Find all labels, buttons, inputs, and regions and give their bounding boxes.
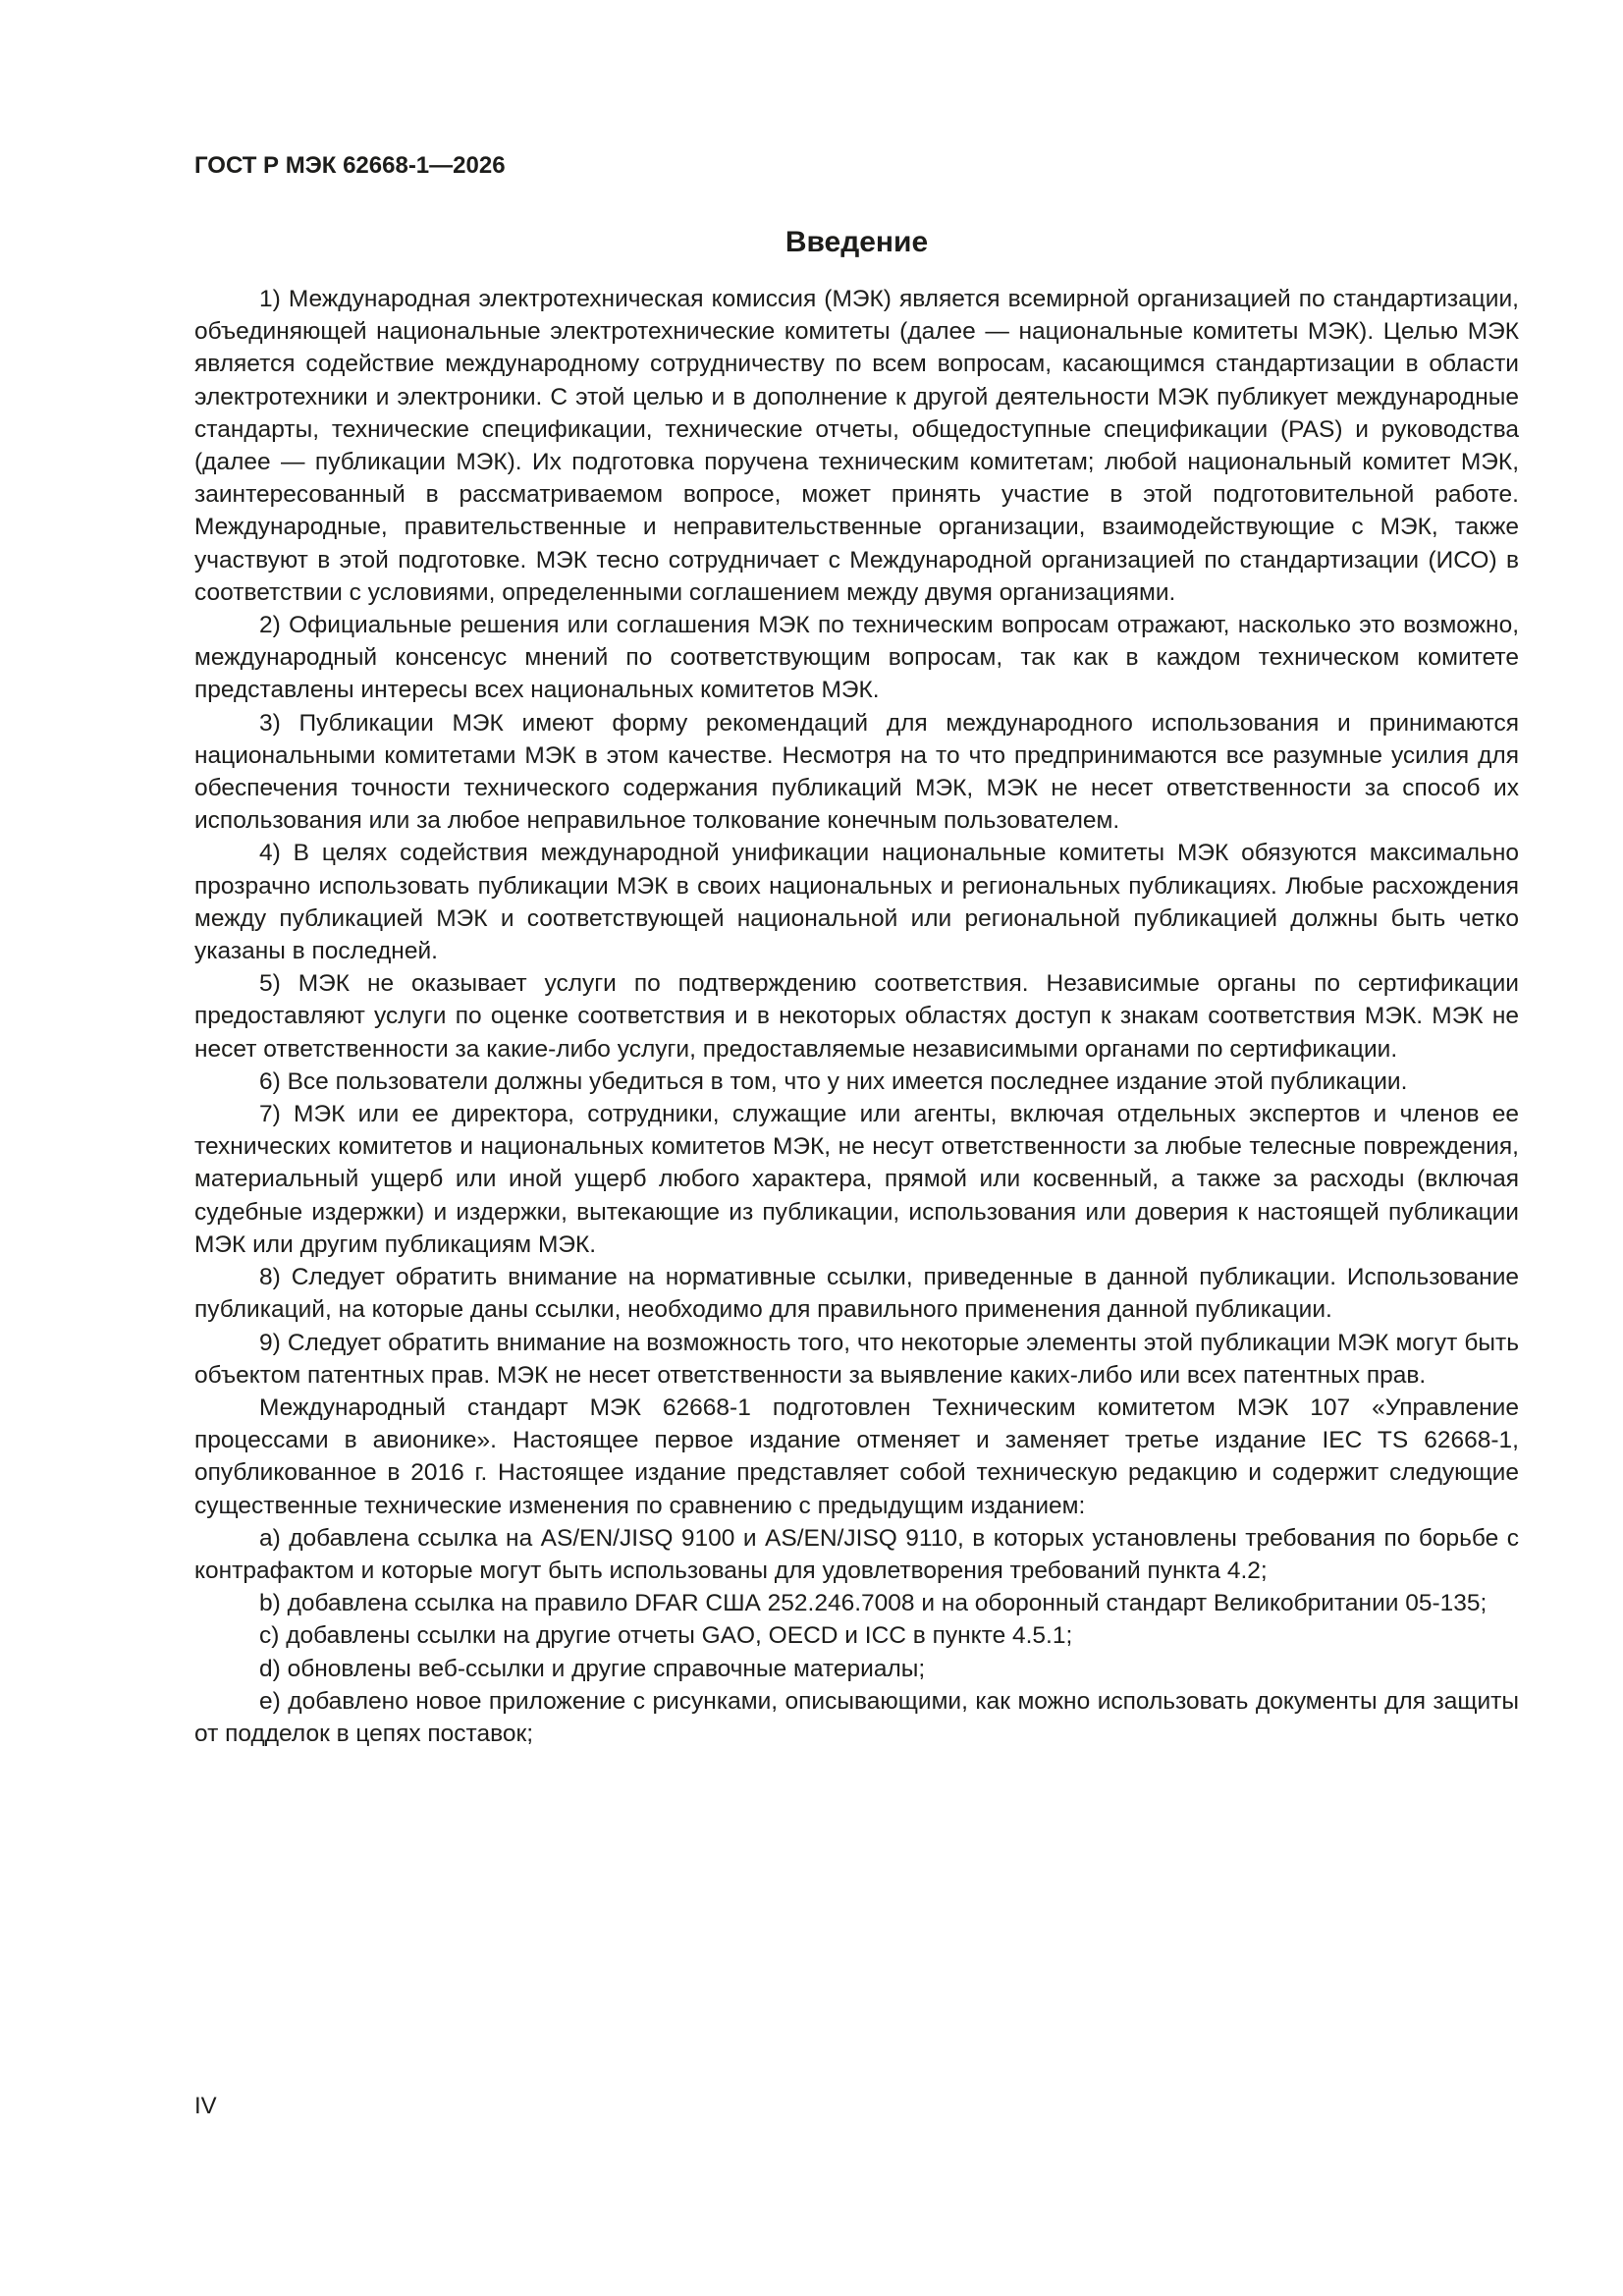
paragraph-item-2: 2) Официальные решения или соглашения МЭК по техническим вопросам отражают, насколько это возможно, международный консенсус мнений по соответствующим вопросам, так как в каждом техническом комитете представлены интересы всех национальных комитетов МЭК. <box>194 612 1519 704</box>
paragraph-standard-info: Международный стандарт МЭК 62668-1 подготовлен Техническим комитетом МЭК 107 «Управление процессами в авионике». Настоящее первое издание отменяет и заменяет третье издание IEC TS 62668-1, опубликованное в 2016 г. Настоящее издание представляет собой техническую редакцию и содержит следующие существенные технические изменения по сравнению с предыдущим изданием: <box>194 1394 1519 1519</box>
change-item-c: c) добавлены ссылки на другие отчеты GAO, OECD и ICC в пункте 4.5.1; <box>259 1622 1073 1650</box>
paragraph-item-7: 7) МЭК или ее директора, сотрудники, служащие или агенты, включая отдельных экспертов и членов ее технических комитетов и национальных комитетов МЭК, не несут ответственности за любые телесные повреждения, материальный ущерб или иной ущерб любого характера, прямой или косвенный, а также за расходы (включая судебные издержки) и издержки, вытекающие из публикации, использования или доверия к настоящей публикации МЭК или другим публикациям МЭК. <box>194 1101 1519 1258</box>
section-title: Введение <box>784 226 929 258</box>
change-item-a: a) добавлена ссылка на AS/EN/JISQ 9100 и AS/EN/JISQ 9110, в которых установлены требования по борьбе с контрафактом и которые могут быть использованы для удовлетворения требований пункта 4.2; <box>194 1524 1519 1584</box>
paragraph-item-9: 9) Следует обратить внимание на возможность того, что некоторые элементы этой публикации МЭК могут быть объектом патентных прав. МЭК не несет ответственности за выявление каких-либо или всех патентных прав. <box>194 1329 1519 1389</box>
paragraph-item-3: 3) Публикации МЭК имеют форму рекомендаций для международного использования и принимаются национальными комитетами МЭК в этом качестве. Несмотря на то что предпринимаются все разумные усилия для обеспечения точности технического содержания публикаций МЭК, МЭК не несет ответственности за способ их использования или за любое неправильное толкование конечным пользователем. <box>194 709 1519 835</box>
change-item-d: d) обновлены веб-ссылки и другие справочные материалы; <box>259 1655 926 1682</box>
body-text <box>194 283 1519 1750</box>
page-number: IV <box>194 2093 217 2119</box>
document-code-header: ГОСТ Р МЭК 62668-1—2026 <box>194 152 506 179</box>
paragraph-item-8: 8) Следует обратить внимание на нормативные ссылки, приведенные в данной публикации. Использование публикаций, на которые даны ссылки, необходимо для правильного применения данной публикации. <box>194 1264 1519 1324</box>
paragraph-item-5: 5) МЭК не оказывает услуги по подтверждению соответствия. Независимые органы по сертификации предоставляют услуги по оценке соответствия и в некоторых областях доступ к знакам соответствия МЭК. МЭК не несет ответственности за какие-либо услуги, предоставляемые независимыми органами по сертификации. <box>194 970 1519 1063</box>
change-item-b: b) добавлена ссылка на правило DFAR США 252.246.7008 и на оборонный стандарт Великобритании 05-135; <box>259 1590 1488 1617</box>
change-item-e: e) добавлено новое приложение с рисунками, описывающими, как можно использовать документы для защиты от подделок в цепях поставок; <box>194 1687 1519 1747</box>
paragraph-item-4: 4) В целях содействия международной унификации национальные комитеты МЭК обязуются максимально прозрачно использовать публикации МЭК в своих национальных и региональных публикациях. Любые расхождения между публикацией МЭК и соответствующей национальной или региональной публикацией должны быть четко указаны в последней. <box>194 840 1519 965</box>
paragraph-item-1: 1) Международная электротехническая комиссия (МЭК) является всемирной организацией по стандартизации, объединяющей национальные электротехнические комитеты (далее — национальные комитеты МЭК). Целью МЭК является содействие международному сотрудничеству по всем вопросам, касающимся стандартизации в области электротехники и электроники. С этой целью и в дополнение к другой деятельности МЭК публикует международные стандарты, технические спецификации, технические отчеты, общедоступные спецификации (PAS) и руководства (далее — публикации МЭК). Их подготовка поручена техническим комитетам; любой национальный комитет МЭК, заинтересованный в рассматриваемом вопросе, может принять участие в этой подготовительной работе. Международные, правительственные и неправительственные организации, взаимодействующие с МЭК, также участвуют в этой подготовке. МЭК тесно сотрудничает с Международной организацией по стандартизации (ИСО) в соответствии с условиями, определенными соглашением между двумя организациями. <box>194 286 1519 606</box>
paragraph-item-6: 6) Все пользователи должны убедиться в том, что у них имеется последнее издание этой публикации. <box>259 1067 1408 1095</box>
